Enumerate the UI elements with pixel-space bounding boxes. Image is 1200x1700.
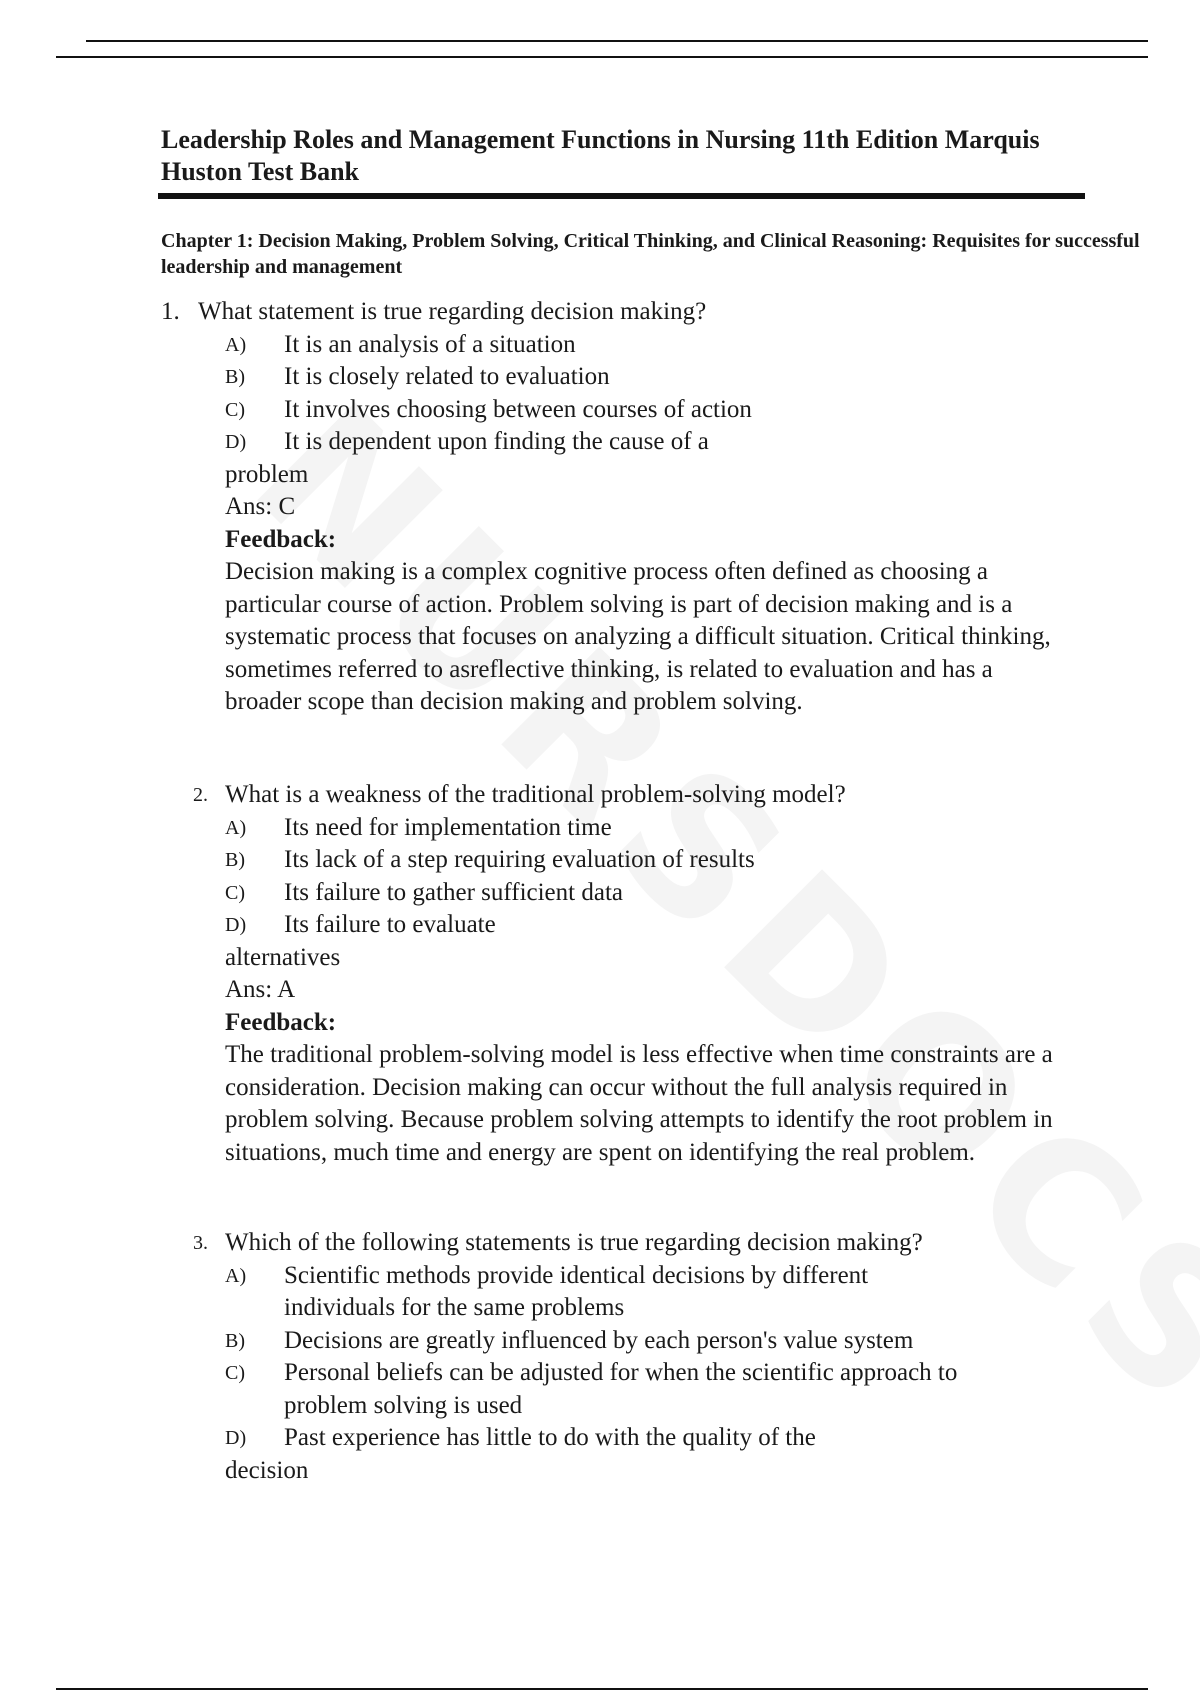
option-d	[161, 426, 1161, 459]
option-c	[161, 394, 1161, 427]
option-text: It is dependent upon finding the cause of a	[284, 428, 709, 455]
question-stem	[161, 296, 1161, 329]
feedback-text: The traditional problem-solving model is less effective when time constraints are a consideration. Decision making can occur without the full analysis required in problem solving. Because problem solving attempts to identify the root problem in situations, much time and energy are spent on identifying the real problem.	[225, 1041, 1053, 1166]
option-d	[161, 909, 1161, 942]
option-text: It is an analysis of a situation	[284, 330, 576, 358]
option-c	[161, 877, 1161, 910]
question-stem	[161, 779, 1161, 812]
header-rule-top	[86, 40, 1148, 42]
option-b	[161, 844, 1161, 877]
option-letter: A)	[225, 333, 247, 356]
option-b	[161, 361, 1161, 394]
footer-rule	[56, 1688, 1148, 1690]
option-text: Past experience has little to do with the quality of the	[284, 1424, 816, 1451]
question-number: 1.	[161, 298, 180, 325]
option-text: Decisions are greatly influenced by each person's value system	[284, 1326, 914, 1354]
option-letter: B)	[225, 1329, 245, 1352]
option-text: Its failure to gather sufficient data	[284, 878, 623, 906]
option-a	[161, 1260, 1161, 1325]
option-letter: D)	[225, 914, 247, 936]
option-letter: B)	[225, 366, 245, 388]
title-underline	[158, 193, 1085, 199]
feedback-label: Feedback:	[225, 1008, 337, 1036]
option-letter: D)	[225, 431, 247, 453]
option-text: Personal beliefs can be adjusted for when the scientific approach to problem solving is used	[284, 1359, 958, 1419]
question-text: Which of the following statements is true regarding decision making?	[225, 1229, 923, 1256]
option-continuation: problem	[225, 460, 309, 488]
question-1	[161, 296, 1161, 719]
option-letter: C)	[225, 881, 245, 904]
question-number: 2.	[193, 784, 208, 806]
question-3	[161, 1227, 1161, 1487]
option-text: Its need for implementation time	[284, 813, 612, 841]
question-2	[161, 779, 1161, 1169]
option-c	[161, 1357, 1161, 1422]
option-continuation: decision	[225, 1456, 309, 1484]
feedback-label: Feedback:	[225, 525, 337, 553]
option-b	[161, 1325, 1161, 1358]
question-text: What is a weakness of the traditional problem-solving model?	[225, 781, 846, 808]
option-text: Its failure to evaluate	[284, 911, 496, 938]
option-letter: A)	[225, 1264, 247, 1287]
option-letter: C)	[225, 1362, 245, 1384]
option-text: It involves choosing between courses of action	[284, 395, 752, 423]
option-continuation: alternatives	[225, 943, 341, 971]
option-letter: A)	[225, 816, 247, 839]
option-letter: B)	[225, 849, 245, 871]
option-text: Scientific methods provide identical decisions by different individuals for the same problems	[284, 1261, 869, 1321]
header-rule-second	[56, 56, 1148, 58]
question-number: 3.	[193, 1232, 208, 1254]
question-stem	[161, 1227, 1161, 1260]
option-a	[161, 812, 1161, 845]
question-text: What statement is true regarding decision making?	[198, 298, 707, 325]
answer: Ans: C	[225, 493, 296, 520]
chapter-heading: Chapter 1: Decision Making, Problem Solving, Critical Thinking, and Clinical Reasoning: Requisites for successful leadership and management	[161, 230, 1140, 278]
answer: Ans: A	[225, 976, 296, 1003]
document-title: Leadership Roles and Management Functions in Nursing 11th Edition Marquis Huston Test Bank	[161, 125, 1040, 186]
option-d	[161, 1422, 1161, 1455]
option-letter: C)	[225, 398, 245, 421]
option-letter: D)	[225, 1427, 247, 1449]
feedback-text: Decision making is a complex cognitive process often defined as choosing a particular course of action. Problem solving is part of decision making and is a systematic process that focuses on analyzing a difficult situation. Critical thinking, sometimes referred to asreflective thinking, is related to evaluation and has a broader scope than decision making and problem solving.	[225, 558, 1051, 715]
option-text: Its lack of a step requiring evaluation of results	[284, 846, 755, 873]
option-a	[161, 329, 1161, 362]
option-text: It is closely related to evaluation	[284, 363, 610, 390]
